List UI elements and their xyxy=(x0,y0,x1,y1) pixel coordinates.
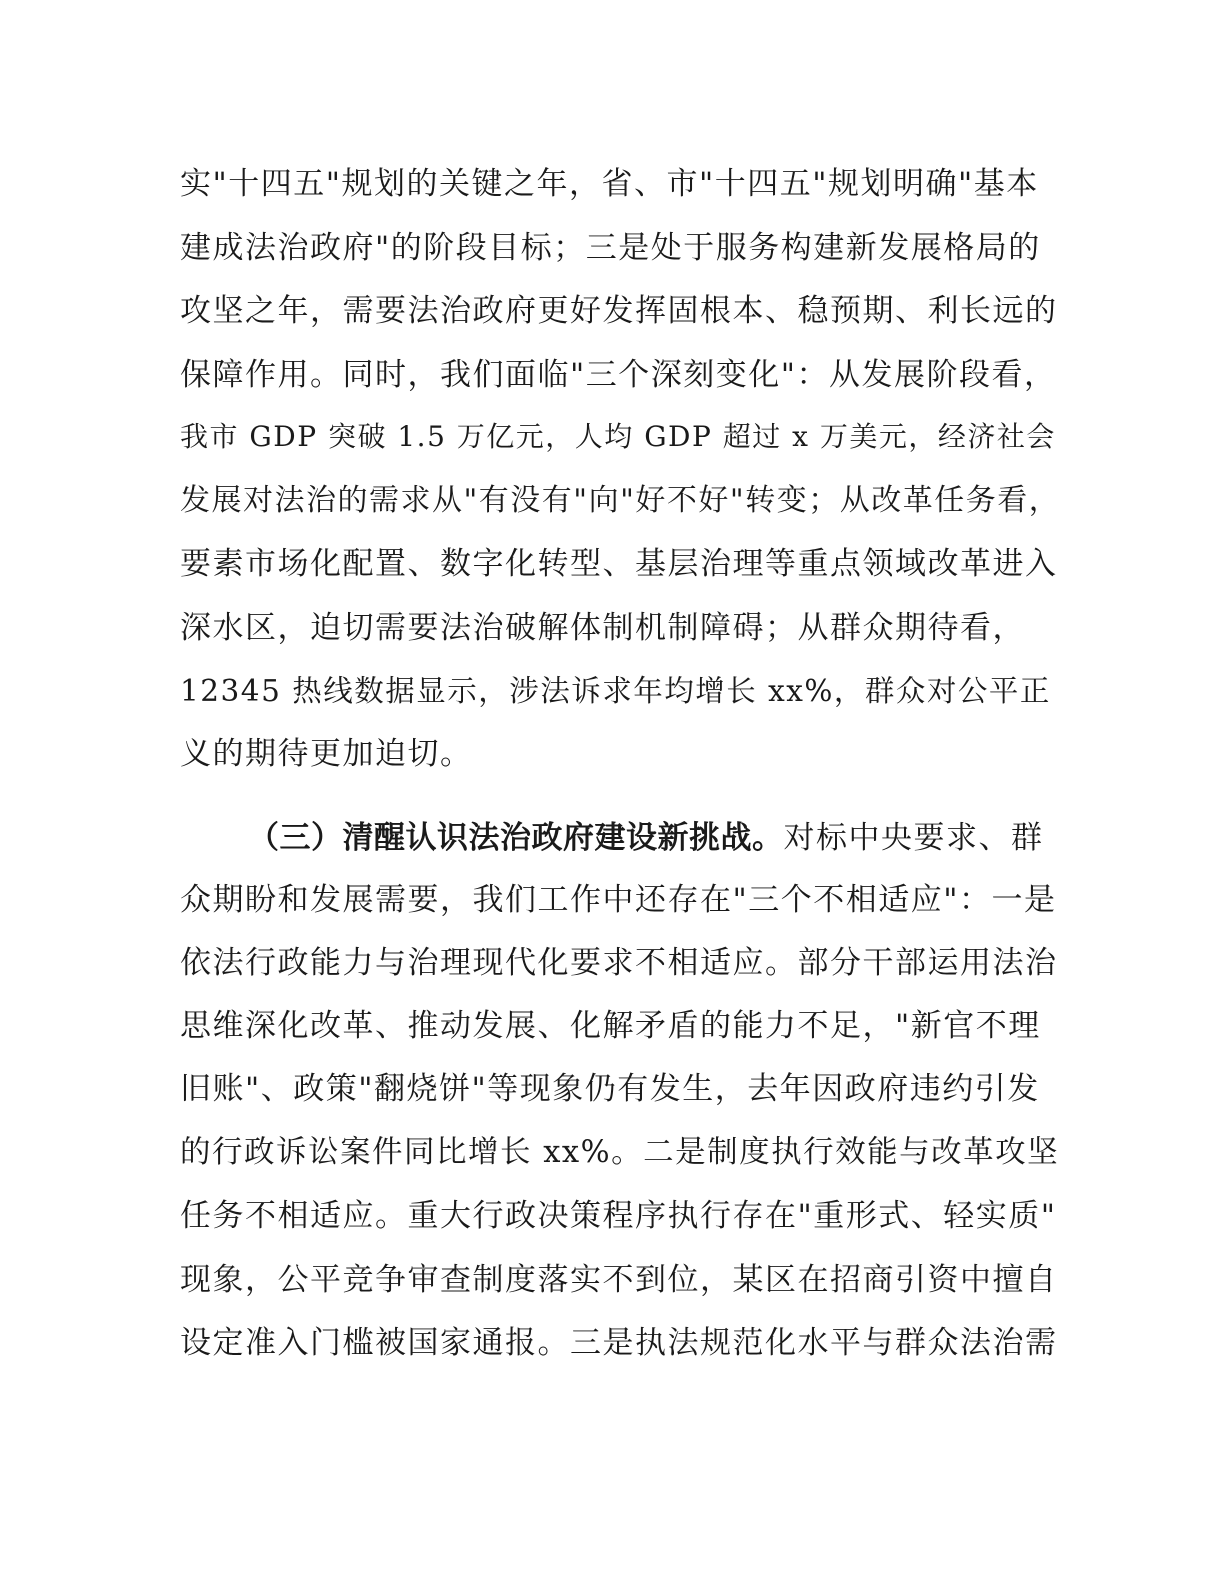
body-text-line: 旧账"、政策"翻烧饼"等现象仍有发生，去年因政府违约引发 xyxy=(180,1071,1040,1107)
body-text-line: 设定准入门槛被国家通报。三是执法规范化水平与群众法治需 xyxy=(180,1325,1058,1361)
body-text-line: 12345 热线数据显示，涉法诉求年均增长 xx%，群众对公平正 xyxy=(180,674,1051,708)
body-text-line: 我市 GDP 突破 1.5 万亿元，人均 GDP 超过 x 万美元，经济社会 xyxy=(180,420,1056,453)
body-text-line: 攻坚之年，需要法治政府更好发挥固根本、稳预期、利长远的 xyxy=(180,293,1058,329)
section-3-first-line xyxy=(248,806,1060,870)
body-text-line: 的行政诉讼案件同比增长 xx%。二是制度执行效能与改革攻坚 xyxy=(180,1135,1060,1170)
body-text-line: 任务不相适应。重大行政决策程序执行存在"重形式、轻实质" xyxy=(180,1198,1057,1234)
body-text-line: 依法行政能力与治理现代化要求不相适应。部分干部运用法治 xyxy=(180,945,1058,981)
body-text-line: 现象，公平竞争审查制度落实不到位，某区在招商引资中擅自 xyxy=(180,1262,1058,1298)
body-text-line: 建成法治政府"的阶段目标；三是处于服务构建新发展格局的 xyxy=(180,230,1041,266)
body-text-line: 发展对法治的需求从"有没有"向"好不好"转变；从改革任务看， xyxy=(180,483,1061,518)
body-text-line: 思维深化改革、推动发展、化解矛盾的能力不足，"新官不理 xyxy=(180,1008,1041,1044)
section-heading: （三）清醒认识法治政府建设新挑战。 xyxy=(248,820,784,856)
body-text-line: 保障作用。同时，我们面临"三个深刻变化"：从发展阶段看， xyxy=(180,357,1057,393)
body-text-run: 对标中央要求、群 xyxy=(783,820,1044,856)
body-text-line: 众期盼和发展需要，我们工作中还存在"三个不相适应"：一是 xyxy=(180,882,1057,918)
body-text-line: 深水区，迫切需要法治破解体制机制障碍；从群众期待看， xyxy=(180,610,1025,646)
body-text-line: 实"十四五"规划的关键之年，省、市"十四五"规划明确"基本 xyxy=(180,166,1039,202)
body-text-line: 要素市场化配置、数字化转型、基层治理等重点领域改革进入 xyxy=(180,546,1058,582)
body-text-line: 义的期待更加迫切。 xyxy=(180,736,473,772)
